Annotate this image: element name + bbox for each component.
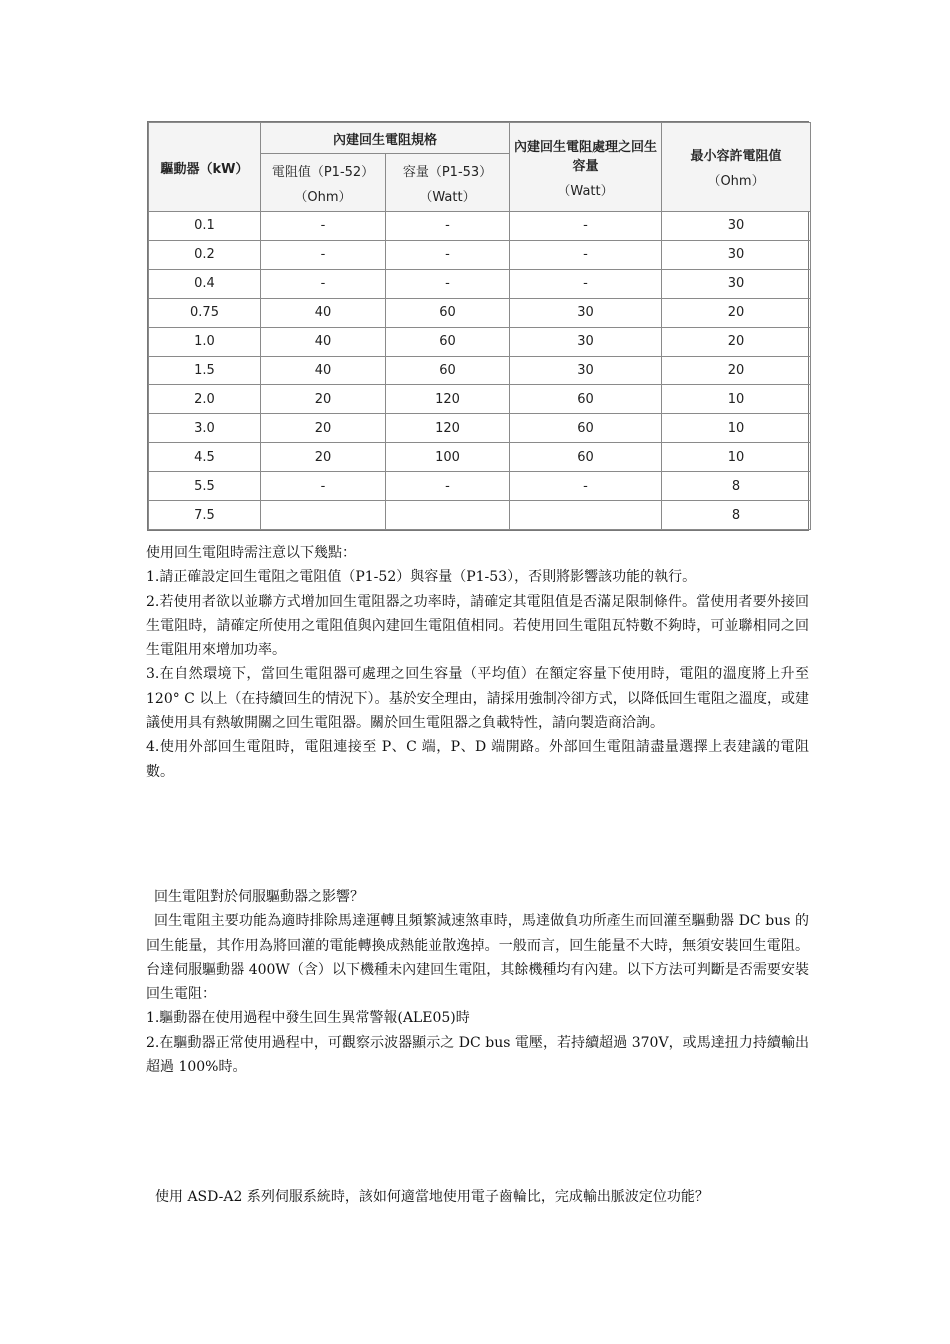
table-row (149, 472, 811, 501)
header-resistance-label: 電阻值（P1-52） (271, 164, 375, 180)
cell-process-capacity: 30 (510, 327, 662, 356)
table-row (149, 443, 811, 472)
cell-drive-kw: 1.0 (149, 327, 261, 356)
cell-capacity: 60 (386, 327, 510, 356)
table-row (149, 501, 811, 530)
cell-capacity: 120 (386, 414, 510, 443)
header-process-label: 內建回生電阻處理之回生容量 (514, 139, 658, 174)
table-row (149, 385, 811, 414)
header-min-unit: （Ohm） (707, 174, 765, 189)
cell-drive-kw: 0.4 (149, 269, 261, 298)
cell-resistance: 20 (261, 443, 386, 472)
note-item-3: 3.在自然環境下，當回生電阻器可處理之回生容量（平均值）在額定容量下使用時，電阻的溫度將上升至 120° C 以上（在持續回生的情況下）。基於安全理由，請採用強制冷卻方式，以降低回生電阻之溫度，或建議使用具有熱敏開關之回生電阻器。關於回生電阻器之負載特性，請向製造商洽詢。 (146, 666, 809, 732)
cell-resistance: - (261, 240, 386, 269)
cell-capacity: 60 (386, 298, 510, 327)
cell-drive-kw: 3.0 (149, 414, 261, 443)
cell-min-resistance: 30 (662, 269, 811, 298)
cell-capacity: 100 (386, 443, 510, 472)
spec-table (148, 122, 811, 530)
regen-effect-section (146, 885, 809, 1079)
table-row (149, 269, 811, 298)
cell-min-resistance: 8 (662, 472, 811, 501)
cell-capacity: - (386, 240, 510, 269)
header-builtin-spec: 內建回生電阻規格 (261, 123, 510, 154)
cell-drive-kw: 5.5 (149, 472, 261, 501)
cell-min-resistance: 20 (662, 356, 811, 385)
cell-min-resistance: 10 (662, 385, 811, 414)
note-item-4: 4.使用外部回生電阻時，電阻連接至 P、C 端，P、D 端開路。外部回生電阻請盡量選擇上表建議的電阻數。 (146, 739, 809, 780)
final-question: 使用 ASD-A2 系列伺服系統時，該如何適當地使用電子齒輪比，完成輸出脈波定位功能？ (155, 1189, 709, 1205)
cell-min-resistance: 20 (662, 327, 811, 356)
cell-min-resistance: 30 (662, 240, 811, 269)
table-row (149, 212, 811, 241)
cell-drive-kw: 4.5 (149, 443, 261, 472)
cell-resistance: 20 (261, 385, 386, 414)
cell-min-resistance: 10 (662, 414, 811, 443)
cell-min-resistance: 20 (662, 298, 811, 327)
spec-table-body (149, 212, 811, 530)
regen-item-1: 1.驅動器在使用過程中發生回生異常警報(ALE05)時 (146, 1010, 470, 1027)
header-min-label: 最小容許電阻值 (690, 149, 782, 164)
notes-heading: 使用回生電阻時需注意以下幾點： (146, 545, 356, 561)
cell-resistance: 40 (261, 298, 386, 327)
cell-drive-kw: 7.5 (149, 501, 261, 530)
cell-min-resistance: 10 (662, 443, 811, 472)
cell-min-resistance: 8 (662, 501, 811, 530)
cell-resistance: 20 (261, 414, 386, 443)
cell-process-capacity: 30 (510, 356, 662, 385)
cell-process-capacity: - (510, 269, 662, 298)
table-row (149, 356, 811, 385)
usage-notes (146, 541, 809, 784)
cell-process-capacity: - (510, 240, 662, 269)
cell-resistance: - (261, 269, 386, 298)
regen-resistor-spec-table (147, 121, 809, 531)
cell-resistance: 40 (261, 327, 386, 356)
header-resistance (261, 154, 386, 212)
table-row (149, 414, 811, 443)
cell-process-capacity: - (510, 472, 662, 501)
header-drive-kw: 驅動器（kW） (149, 123, 261, 212)
header-capacity (386, 154, 510, 212)
regen-answer: 回生電阻主要功能為適時排除馬達運轉且頻繁減速煞車時，馬達做負功所產生而回灌至驅動器 DC bus 的回生能量，其作用為將回灌的電能轉換成熱能並散逸掉。一般而言，回生能量不大時，無須安裝回生電阻。台達伺服驅動器 400W（含）以下機種未內建回生電阻，其餘機種均有內建。以下方法可判斷是否需要安裝回生電阻： (146, 913, 809, 1003)
table-row (149, 327, 811, 356)
cell-process-capacity: 30 (510, 298, 662, 327)
regen-question: 回生電阻對於伺服驅動器之影響？ (154, 889, 364, 905)
header-capacity-unit: （Watt） (419, 189, 476, 205)
cell-drive-kw: 0.2 (149, 240, 261, 269)
regen-item-2: 2.在驅動器正常使用過程中，可觀察示波器顯示之 DC bus 電壓，若持續超過 370V，或馬達扭力持續輸出超過 100%時。 (146, 1034, 809, 1076)
cell-drive-kw: 2.0 (149, 385, 261, 414)
header-min-allowed-resistance (662, 123, 811, 212)
cell-process-capacity: 60 (510, 414, 662, 443)
cell-resistance (261, 501, 386, 530)
cell-capacity: 60 (386, 356, 510, 385)
cell-capacity: - (386, 212, 510, 241)
header-capacity-label: 容量（P1-53） (402, 164, 493, 180)
header-resistance-unit: （Ohm） (294, 189, 352, 205)
cell-drive-kw: 1.5 (149, 356, 261, 385)
cell-capacity (386, 501, 510, 530)
cell-process-capacity: - (510, 212, 662, 241)
cell-process-capacity: 60 (510, 385, 662, 414)
table-row (149, 298, 811, 327)
note-item-2: 2.若使用者欲以並聯方式增加回生電阻器之功率時，請確定其電阻值是否滿足限制條件。當使用者要外接回生電阻時，請確定所使用之電阻值與內建回生電阻值相同。若使用回生電阻瓦特數不夠時，可並聯相同之回生電阻用來增加功率。 (146, 593, 809, 659)
cell-capacity: - (386, 269, 510, 298)
cell-drive-kw: 0.1 (149, 212, 261, 241)
header-builtin-process-capacity (510, 123, 662, 212)
cell-resistance: - (261, 472, 386, 501)
table-row (149, 240, 811, 269)
cell-min-resistance: 30 (662, 212, 811, 241)
cell-resistance: - (261, 212, 386, 241)
cell-drive-kw: 0.75 (149, 298, 261, 327)
cell-process-capacity (510, 501, 662, 530)
cell-capacity: 120 (386, 385, 510, 414)
header-process-unit: （Watt） (557, 183, 614, 199)
cell-process-capacity: 60 (510, 443, 662, 472)
note-item-1: 1.請正確設定回生電阻之電阻值（P1-52）與容量（P1-53），否則將影響該功能的執行。 (146, 569, 697, 586)
cell-resistance: 40 (261, 356, 386, 385)
cell-capacity: - (386, 472, 510, 501)
